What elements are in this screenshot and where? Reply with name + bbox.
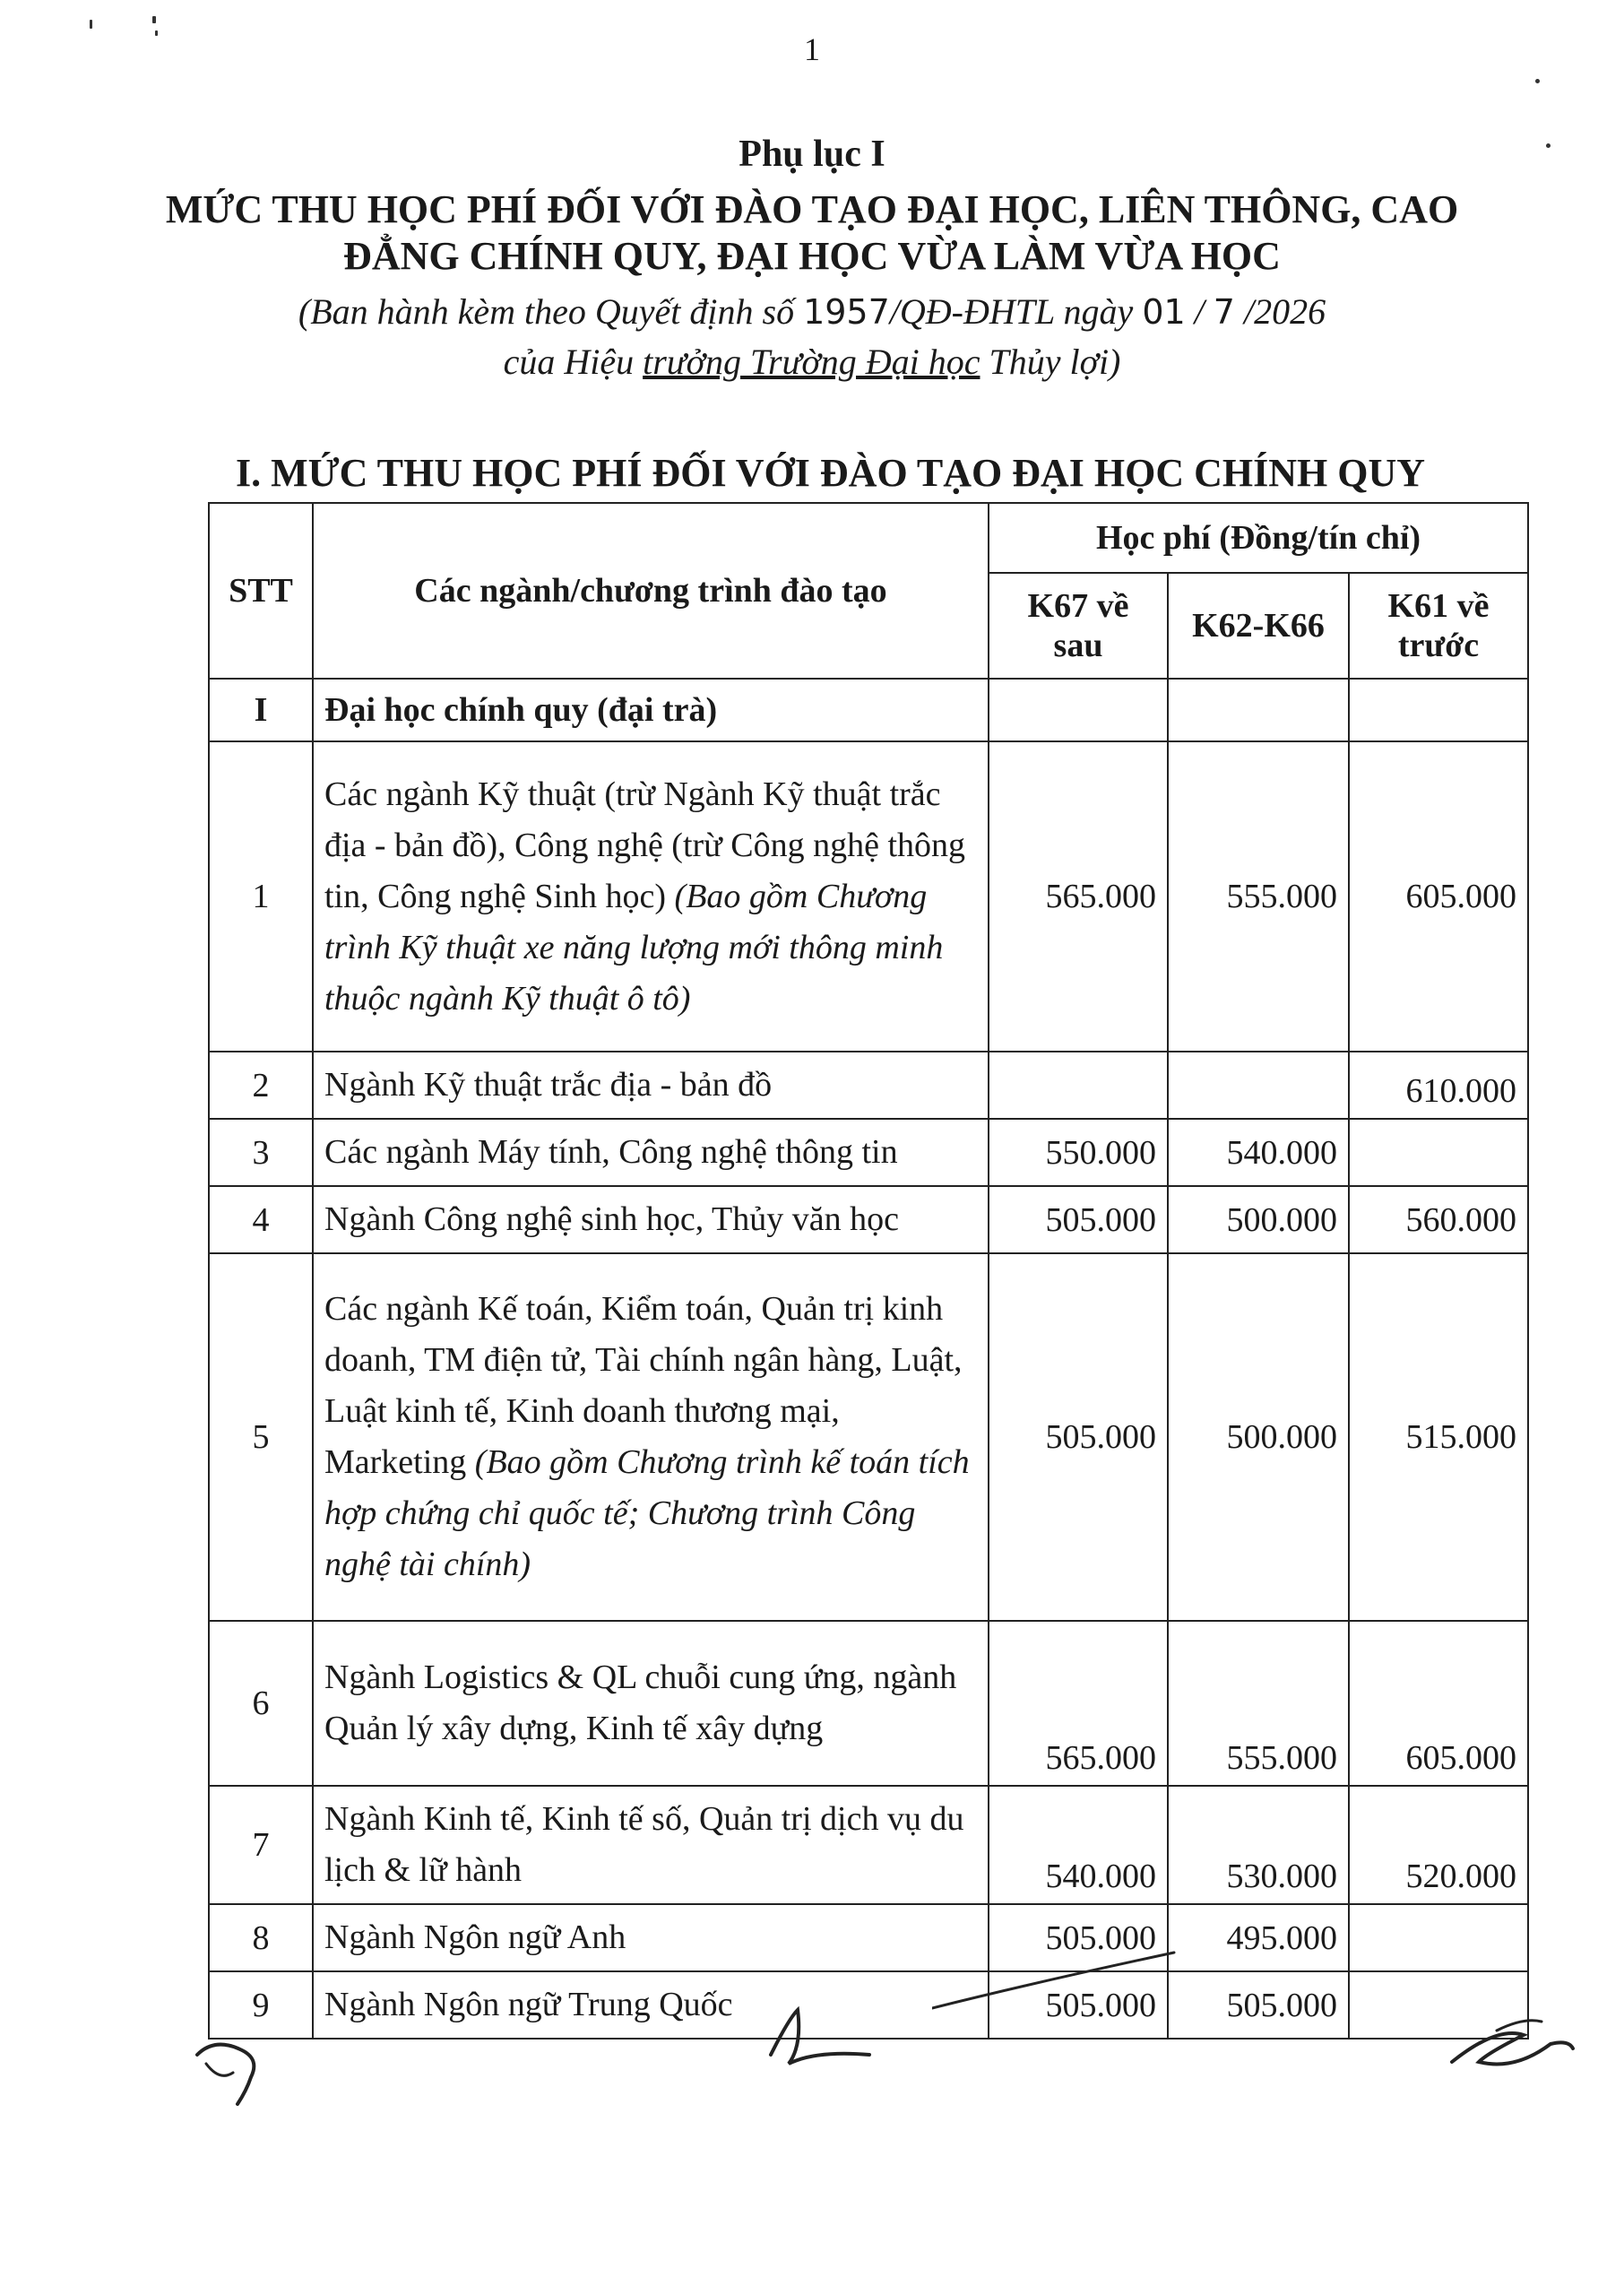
header-k67-line1: K67 về <box>1027 587 1129 625</box>
group-stt: I <box>209 679 313 741</box>
table-row <box>209 1119 1528 1186</box>
fee-k62: 555.000 <box>1168 1621 1349 1786</box>
issuance-prefix: (Ban hành kèm theo Quyết định số <box>298 291 804 332</box>
row-stt: 7 <box>209 1786 313 1904</box>
row-program: Ngành Kỹ thuật trắc địa - bản đồ <box>313 1052 989 1119</box>
row-stt: 9 <box>209 1971 313 2039</box>
header-k67 <box>989 573 1168 679</box>
row-program: Ngành Công nghệ sinh học, Thủy văn học <box>313 1186 989 1253</box>
issuer-suffix: Thủy lợi) <box>980 342 1121 382</box>
fee-k67: 505.000 <box>989 1971 1168 2039</box>
row-program: Ngành Logistics & QL chuỗi cung ứng, ngành Quản lý xây dựng, Kinh tế xây dựng <box>313 1621 989 1786</box>
table-row <box>209 1621 1528 1786</box>
fee-k67: 505.000 <box>989 1253 1168 1621</box>
decision-number: 1957 <box>803 292 890 332</box>
header-k61-line2: trước <box>1397 627 1480 664</box>
header-program: Các ngành/chương trình đào tạo <box>313 503 989 679</box>
fee-k67: 505.000 <box>989 1186 1168 1253</box>
page-number: 1 <box>804 31 820 67</box>
header-stt: STT <box>209 503 313 679</box>
header-k67-line2: sau <box>1053 627 1103 664</box>
fee-k67: 505.000 <box>989 1904 1168 1971</box>
fee-k62: 530.000 <box>1168 1786 1349 1904</box>
fee-k67: 565.000 <box>989 741 1168 1052</box>
fee-k62: 540.000 <box>1168 1119 1349 1186</box>
decision-day: 01 <box>1142 292 1186 332</box>
row-stt: 4 <box>209 1186 313 1253</box>
group-label: Đại học chính quy (đại trà) <box>313 679 989 741</box>
table-row <box>209 1786 1528 1904</box>
fee-k61: 605.000 <box>1349 1621 1528 1786</box>
table-row <box>209 1904 1528 1971</box>
issuance-mid: /QĐ-ĐHTL ngày <box>889 291 1143 332</box>
header-k61 <box>1349 573 1528 679</box>
table-cell <box>989 679 1168 741</box>
program-text: Các ngành Kế toán, Kiểm toán, Quản trị kinh doanh, TM điện tử, Tài chính ngân hàng, Luật, Luật kinh tế, Kinh doanh thương mại, Marketing <box>324 1290 963 1481</box>
table-row <box>209 1186 1528 1253</box>
row-stt: 8 <box>209 1904 313 1971</box>
row-stt: 3 <box>209 1119 313 1186</box>
fee-k62: 500.000 <box>1168 1253 1349 1621</box>
header-k62: K62-K66 <box>1168 573 1349 679</box>
fee-k62: 555.000 <box>1168 741 1349 1052</box>
row-stt: 5 <box>209 1253 313 1621</box>
initials-signature-icon <box>762 2001 887 2073</box>
fee-k67: 540.000 <box>989 1786 1168 1904</box>
row-stt: 2 <box>209 1052 313 1119</box>
title-line-1: MỨC THU HỌC PHÍ ĐỐI VỚI ĐÀO TẠO ĐẠI HỌC, LIÊN THÔNG, CAO <box>165 187 1459 231</box>
fee-k62 <box>1168 1052 1349 1119</box>
table-group-row <box>209 679 1528 741</box>
issuer-underlined: trưởng Trường Đại học <box>643 342 980 382</box>
fee-k62: 505.000 <box>1168 1971 1349 2039</box>
title-line-2: ĐẲNG CHÍNH QUY, ĐẠI HỌC VỪA LÀM VỪA HỌC <box>343 234 1281 278</box>
row-stt: 1 <box>209 741 313 1052</box>
fee-k61: 610.000 <box>1349 1052 1528 1119</box>
table-row <box>209 741 1528 1052</box>
header-fee-group: Học phí (Đồng/tín chỉ) <box>989 503 1528 573</box>
fee-k61: 520.000 <box>1349 1786 1528 1904</box>
fee-k67: 565.000 <box>989 1621 1168 1786</box>
fee-k61: 515.000 <box>1349 1253 1528 1621</box>
table-header-row <box>209 503 1528 573</box>
scan-speck-icon <box>152 16 156 23</box>
program-note: (Bao gồm Chương trình Kỹ thuật xe năng lượng mới thông minh thuộc ngành Kỹ thuật ô tô) <box>324 877 944 1018</box>
table-row <box>209 1052 1528 1119</box>
row-program: Ngành Ngôn ngữ Trung Quốc <box>313 1971 989 2039</box>
table-cell <box>1349 679 1528 741</box>
date-separator-1: / <box>1185 291 1214 332</box>
document-title <box>0 186 1624 280</box>
fee-k67: 550.000 <box>989 1119 1168 1186</box>
program-note: (Bao gồm Chương trình kế toán tích hợp chứng chỉ quốc tế; Chương trình Công nghệ tài chính) <box>324 1443 970 1583</box>
table-row <box>209 1253 1528 1621</box>
fee-k61 <box>1349 1119 1528 1186</box>
scan-speck-icon <box>1535 79 1540 83</box>
row-program <box>313 741 989 1052</box>
row-program: Các ngành Máy tính, Công nghệ thông tin <box>313 1119 989 1186</box>
issuance-line-2 <box>0 337 1624 387</box>
section-heading: I. MỨC THU HỌC PHÍ ĐỐI VỚI ĐÀO TẠO ĐẠI HỌC CHÍNH QUY <box>236 451 1426 495</box>
initials-signature-icon <box>188 2028 296 2109</box>
header-k61-line1: K61 về <box>1387 587 1490 625</box>
fee-k62: 500.000 <box>1168 1186 1349 1253</box>
issuer-prefix: của Hiệu <box>503 342 644 382</box>
issuance-note <box>0 287 1624 387</box>
fee-k61: 560.000 <box>1349 1186 1528 1253</box>
appendix-title: Phụ lục I <box>739 134 885 175</box>
fee-k67 <box>989 1052 1168 1119</box>
initials-signature-icon <box>932 1945 1183 2017</box>
scan-speck-icon <box>90 20 92 29</box>
decision-month: 7 <box>1213 292 1235 332</box>
tuition-fee-table <box>208 502 1529 2040</box>
initials-signature-icon <box>1443 2008 1577 2089</box>
fee-k61: 605.000 <box>1349 741 1528 1052</box>
table-cell <box>1168 679 1349 741</box>
fee-k62: 495.000 <box>1168 1904 1349 1971</box>
decision-year: /2026 <box>1234 291 1326 332</box>
program-text: Các ngành Kỹ thuật (trừ Ngành Kỹ thuật trắc địa - bản đồ), Công nghệ (trừ Công nghệ thông tin, Công nghệ Sinh học) <box>324 775 966 915</box>
row-program: Ngành Kinh tế, Kinh tế số, Quản trị dịch vụ du lịch & lữ hành <box>313 1786 989 1904</box>
issuance-line-1 <box>0 287 1624 337</box>
row-stt: 6 <box>209 1621 313 1786</box>
fee-k61 <box>1349 1904 1528 1971</box>
row-program: Ngành Ngôn ngữ Anh <box>313 1904 989 1971</box>
row-program <box>313 1253 989 1621</box>
